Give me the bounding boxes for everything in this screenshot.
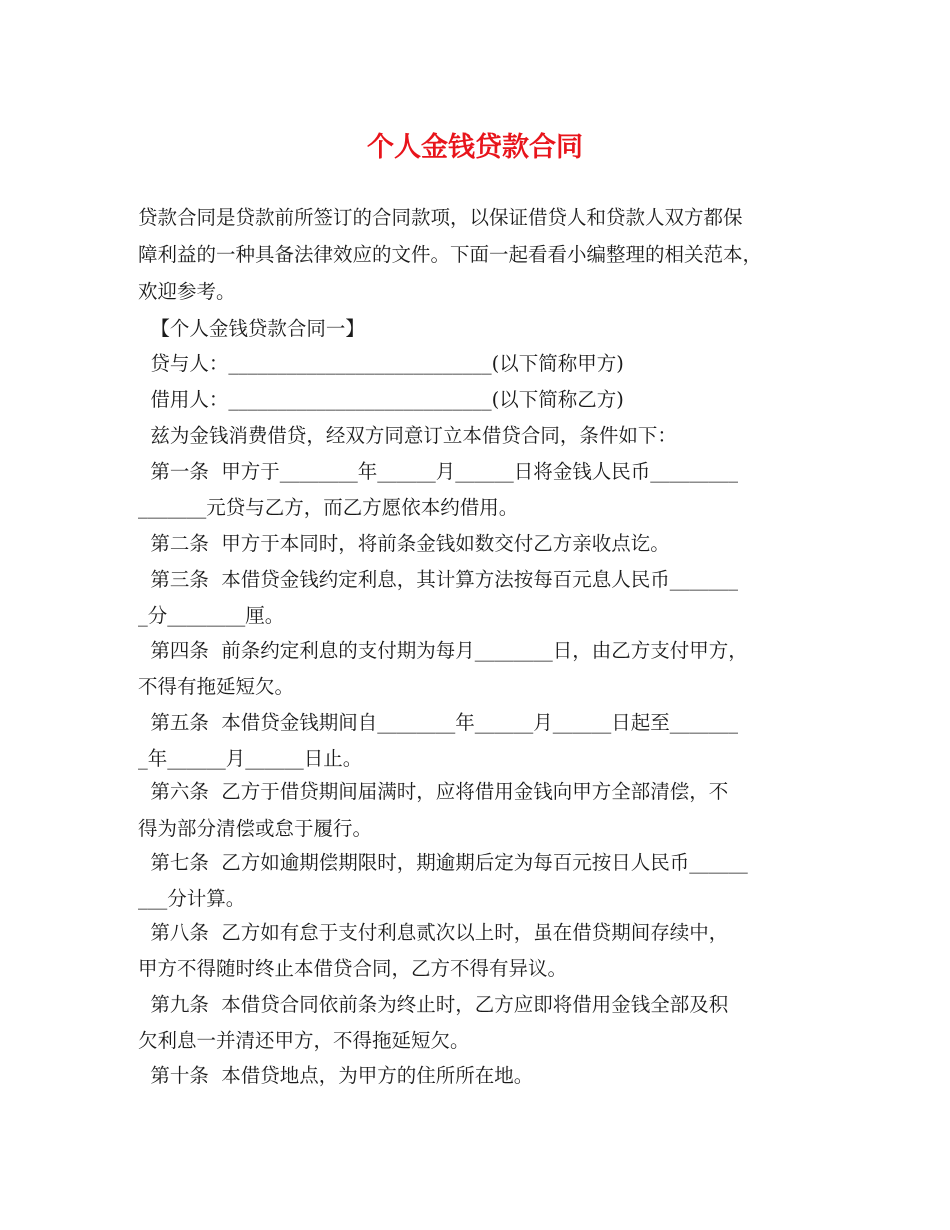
clause-line: 第一条 甲方于________年______月______日将金钱人民币_________	[138, 460, 739, 483]
clause-line: 第二条 甲方于本同时，将前条金钱如数交付乙方亲收点讫。	[138, 532, 670, 555]
clause-line: 第五条 本借贷金钱期间自________年______月______日起至_______	[138, 711, 739, 734]
clause-line: _年______月______日止。	[138, 747, 363, 770]
clause-line: 甲方不得随时终止本借贷合同，乙方不得有异议。	[138, 957, 568, 980]
borrower-field: 借用人：___________________________(以下简称乙方)	[138, 388, 624, 411]
clause-line: 第九条 本借贷合同依前条为终止时，乙方应即将借用金钱全部及积	[138, 993, 729, 1016]
body-line: 兹为金钱消费借贷，经双方同意订立本借贷合同，条件如下：	[138, 424, 677, 447]
clause-line: 第六条 乙方于借贷期间届满时，应将借用金钱向甲方全部清偿，不	[138, 780, 729, 803]
clause-line: ___分计算。	[138, 887, 246, 910]
clause-line: 不得有拖延短欠。	[138, 675, 295, 698]
clause-line: _______元贷与乙方，而乙方愿依本约借用。	[138, 496, 519, 519]
clause-line: 第八条 乙方如有怠于支付利息贰次以上时，虽在借贷期间存续中，	[138, 921, 729, 944]
body-line: 障利益的一种具备法律效应的文件。下面一起看看小编整理的相关范本，	[138, 243, 763, 266]
clause-line: 欠利息一并清还甲方，不得拖延短欠。	[138, 1029, 470, 1052]
clause-line: 第四条 前条约定利息的支付期为每月________日，由乙方支付甲方，	[138, 639, 748, 662]
clause-line: 第三条 本借贷金钱约定利息，其计算方法按每百元息人民币_______	[138, 568, 739, 591]
lender-field: 贷与人：___________________________(以下简称甲方)	[138, 352, 624, 375]
document-title: 个人金钱贷款合同	[367, 132, 583, 163]
clause-line: 得为部分清偿或怠于履行。	[138, 817, 373, 840]
clause-line: 第七条 乙方如逾期偿期限时，期逾期后定为每百元按日人民币______	[138, 851, 748, 874]
clause-line: 第十条 本借贷地点，为甲方的住所所在地。	[138, 1064, 534, 1087]
section-heading: 【个人金钱贷款合同一】	[138, 317, 365, 340]
body-line: 贷款合同是贷款前所签订的合同款项，以保证借贷人和贷款人双方都保	[138, 206, 743, 229]
body-line: 欢迎参考。	[138, 280, 236, 303]
clause-line: _分________厘。	[138, 604, 285, 627]
